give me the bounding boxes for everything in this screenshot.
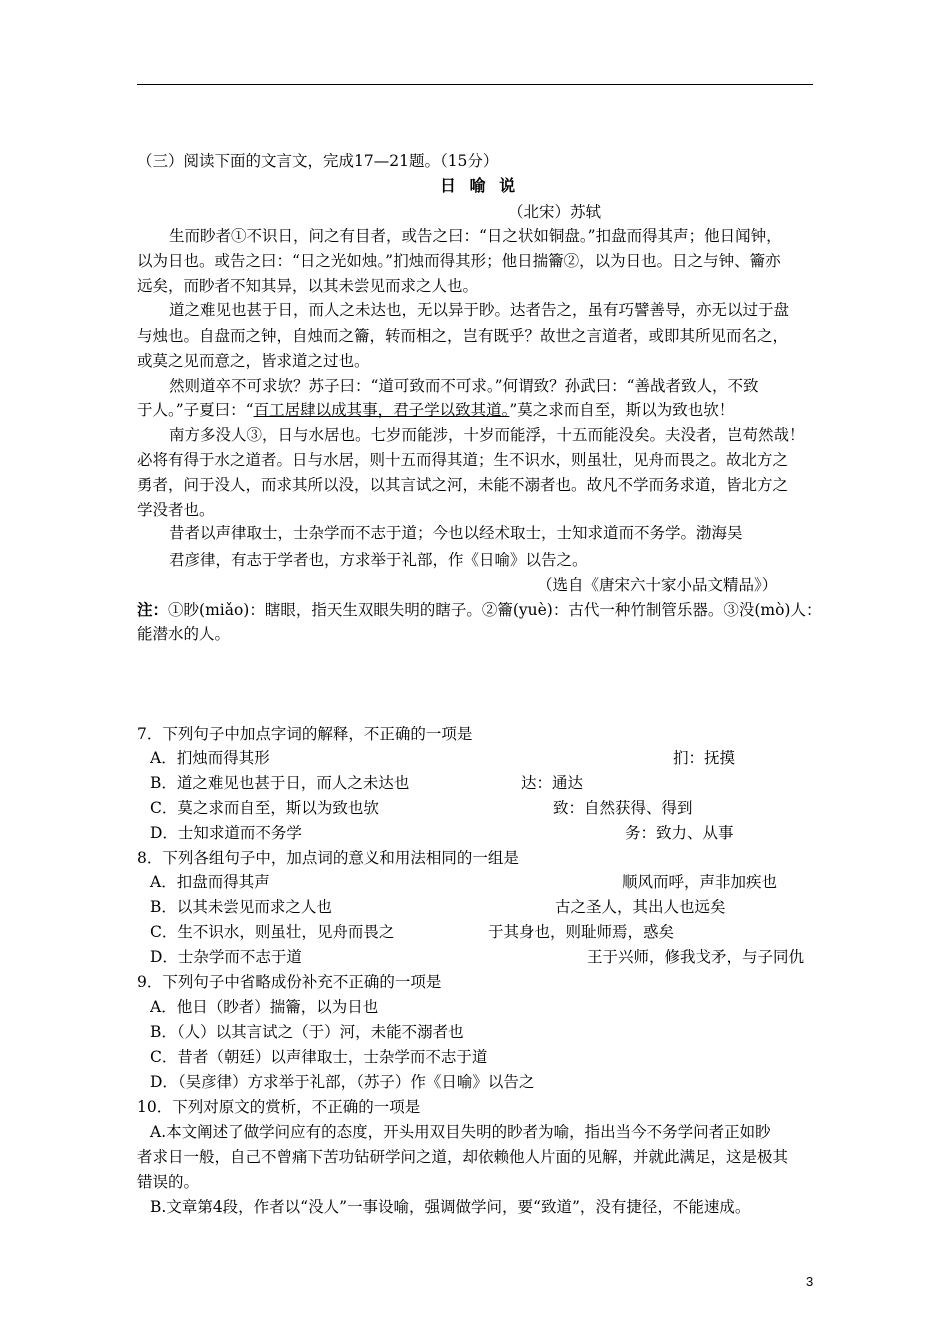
notes-line: 能潜水的人。 bbox=[137, 625, 231, 643]
passage-source: （选自《唐宋六十家小品文精品》） bbox=[537, 576, 778, 594]
notes-line bbox=[137, 600, 821, 620]
q7-gloss-d: 务：致力、从事 bbox=[625, 824, 734, 842]
page-number: 3 bbox=[806, 1274, 814, 1289]
q7-gloss-b: 达：通达 bbox=[521, 774, 584, 792]
q9-option-a: A．他日（眇者）揣籥，以为日也 bbox=[150, 998, 379, 1016]
passage-line-underlined bbox=[137, 400, 734, 420]
passage-line: 南方多没人③，日与水居也。七岁而能涉，十岁而能浮，十五而能没矣。夫没者，岂苟然哉！ bbox=[169, 426, 805, 444]
q7-option-c: C．莫之求而自至，斯以为致也欤 bbox=[150, 799, 379, 817]
q8-option-a: A．扣盘而得其声 bbox=[150, 873, 270, 891]
section-header: （三）阅读下面的文言文，完成17—21题。（15分） bbox=[137, 152, 499, 170]
passage-line: 勇者，问于没人，而求其所以没，以其言试之河，未能不溺者也。故凡不学而务求道，皆北方之 bbox=[137, 476, 789, 494]
question-7-stem: 7．下列句子中加点字词的解释，不正确的一项是 bbox=[137, 725, 473, 743]
question-9-stem: 9．下列句子中省略成份补充不正确的一项是 bbox=[137, 973, 442, 991]
passage-line: 远矣，而眇者不知其异，以其未尝见而求之人也。 bbox=[137, 277, 479, 295]
q7-option-a: A．扪烛而得其形 bbox=[150, 749, 270, 767]
q8-pair-a: 顺风而呼，声非加疾也 bbox=[622, 873, 778, 891]
q10-option-a-line: 者求日一般，自己不曾痛下苦功钻研学问之道，却依赖他人片面的见解，并就此满足，这是极其 bbox=[137, 1148, 789, 1166]
passage-line: 道之难见也甚于日，而人之未达也，无以异于眇。达者告之，虽有巧譬善导，亦无以过于盘 bbox=[169, 301, 790, 319]
underlined-quote: 百工居肆以成其事，君子学以致其道。 bbox=[253, 401, 510, 419]
notes-text: ①眇(miǎo)：瞎眼，指天生双眼失明的瞎子。②籥(yuè)：古代一种竹制管乐器。③没(mò)人： bbox=[168, 601, 822, 619]
q8-pair-b: 古之圣人，其出人也远矣 bbox=[555, 898, 726, 916]
passage-line: 与烛也。自盘而之钟，自烛而之籥，转而相之，岂有既乎？故世之言道者，或即其所见而名之， bbox=[137, 327, 789, 345]
passage-line: 然则道卒不可求欤？苏子曰：“道可致而不可求。”何谓致？孙武曰：“善战者致人，不致 bbox=[169, 377, 759, 395]
q10-option-b: B.文章第4段，作者以“没人”一事设喻，强调做学问，要“致道”，没有捷径，不能速成。 bbox=[150, 1198, 751, 1216]
q7-option-b: B．道之难见也甚于日，而人之未达也 bbox=[150, 774, 410, 792]
q7-gloss-a: 扪：抚摸 bbox=[673, 749, 736, 767]
passage-text: ”莫之求而自至，斯以为致也欤！ bbox=[509, 401, 735, 419]
question-8-stem: 8．下列各组句子中，加点词的意义和用法相同的一组是 bbox=[137, 849, 519, 867]
q8-pair-d: 王于兴师，修我戈矛，与子同仇 bbox=[587, 948, 805, 966]
q9-option-c: C．昔者（朝廷）以声律取士，士杂学而不志于道 bbox=[150, 1048, 488, 1066]
passage-line: 或莫之见而意之，皆求道之过也。 bbox=[137, 352, 370, 370]
passage-line: 昔者以声律取士，士杂学而不志于道；今也以经术取士，士知求道而不务学。渤海吴 bbox=[169, 524, 743, 542]
q10-option-a-line: A.本文阐述了做学问应有的态度，开头用双目失明的眇者为喻，指出当今不务学问者正如眇 bbox=[150, 1123, 771, 1141]
question-10-stem: 10．下列对原文的赏析，不正确的一项是 bbox=[137, 1098, 421, 1116]
q8-option-b: B．以其未尝见而求之人也 bbox=[150, 898, 332, 916]
q9-option-b: B．（人）以其言试之（于）河，未能不溺者也 bbox=[150, 1023, 464, 1041]
passage-line: 必将有得于水之道者。日与水居，则十五而得其道；生不识水，则虽壮，见舟而畏之。故北方之 bbox=[137, 451, 789, 469]
passage-line: 生而眇者①不识日，问之有目者，或告之曰：“日之状如铜盘。”扣盘而得其声；他日闻钟， bbox=[169, 227, 782, 245]
notes-label: 注： bbox=[137, 600, 169, 619]
passage-title: 日 喻 说 bbox=[440, 176, 520, 195]
q9-option-d: D．（吴彦律）方求举于礼部，（苏子）作《日喻》以告之 bbox=[150, 1073, 535, 1091]
q8-option-c: C．生不识水，则虽壮，见舟而畏之 bbox=[150, 923, 395, 941]
passage-author: （北宋）苏轼 bbox=[508, 203, 602, 221]
passage-line: 以为日也。或告之曰：“日之光如烛。”扪烛而得其形；他日揣籥②，以为日也。日之与钟、籥亦 bbox=[137, 252, 781, 270]
q8-option-d: D．士杂学而不志于道 bbox=[150, 948, 302, 966]
passage-line: 君彦律，有志于学者也，方求举于礼部，作《日喻》以告之。 bbox=[169, 551, 588, 569]
passage-line: 学没者也。 bbox=[137, 501, 215, 519]
q7-option-d: D．士知求道而不务学 bbox=[150, 824, 302, 842]
q7-gloss-c: 致：自然获得、得到 bbox=[553, 799, 693, 817]
q10-option-a-line: 错误的。 bbox=[137, 1173, 200, 1191]
q8-pair-c: 于其身也，则耻师焉，惑矣 bbox=[488, 923, 675, 941]
passage-text: 于人。”子夏曰：“ bbox=[137, 401, 254, 419]
header-rule bbox=[137, 84, 813, 85]
